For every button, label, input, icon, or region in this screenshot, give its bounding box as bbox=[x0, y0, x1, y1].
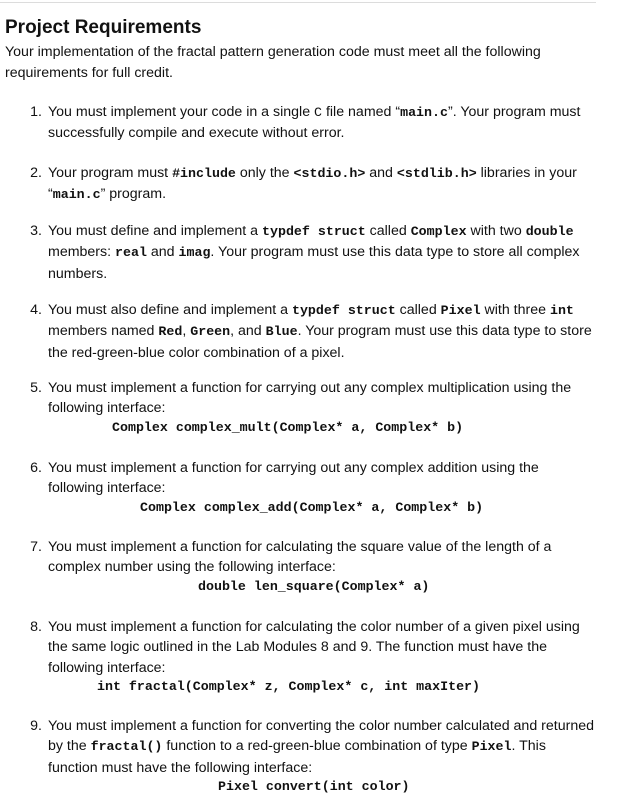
function-signature: int fractal(Complex* z, Complex* c, int maxIter) bbox=[97, 679, 481, 694]
requirement-text: You must also define and implement a typdef struct called Pixel with three int members named Red, Green, and Blue. Your program must use this data type to store the red-green-blue color combination of a pixel. bbox=[48, 302, 592, 361]
requirement-number: 4. bbox=[30, 302, 42, 318]
function-signature: Pixel convert(int color) bbox=[218, 779, 410, 794]
requirement-text: You must define and implement a typdef struct called Complex with two double members: real and imag. Your program must use this data type to store all complex numbers. bbox=[48, 223, 580, 282]
requirement-number: 2. bbox=[30, 165, 42, 181]
requirement-number: 3. bbox=[30, 223, 42, 239]
requirement-text: You must implement a function for carrying out any complex addition using the following interface: bbox=[48, 460, 539, 497]
requirement-text: You must implement your code in a single C file named “main.c”. Your program must successfully compile and execute without error. bbox=[48, 104, 581, 142]
function-signature: Complex complex_mult(Complex* a, Complex* b) bbox=[112, 420, 464, 435]
requirement-number: 5. bbox=[30, 380, 42, 396]
requirement-text: Your program must #include only the <stdio.h> and <stdlib.h> libraries in your “main.c” program. bbox=[48, 165, 577, 203]
requirement-number: 6. bbox=[30, 460, 42, 476]
requirement-number: 8. bbox=[30, 619, 42, 635]
function-signature: Complex complex_add(Complex* a, Complex* b) bbox=[140, 500, 484, 515]
requirement-text: You must implement a function for carrying out any complex multiplication using the following interface: bbox=[48, 380, 572, 417]
top-divider bbox=[0, 2, 596, 3]
requirement-text: You must implement a function for calculating the square value of the length of a complex number using the following interface: bbox=[48, 539, 552, 576]
function-signature: double len_square(Complex* a) bbox=[198, 579, 430, 594]
intro-paragraph: Your implementation of the fractal pattern generation code must meet all the following requirements for full credit. bbox=[5, 44, 541, 81]
requirement-text: You must implement a function for calculating the color number of a given pixel using the same logic outlined in the Lab Modules 8 and 9. The function must have the following interface: bbox=[48, 619, 580, 676]
requirement-number: 7. bbox=[30, 539, 42, 555]
page-title: Project Requirements bbox=[5, 17, 202, 38]
requirement-number: 1. bbox=[30, 104, 42, 120]
requirement-number: 9. bbox=[30, 718, 42, 734]
requirement-text: You must implement a function for converting the color number calculated and returned by the fractal() function to a red-green-blue combination of type Pixel. This function must have the following interface: bbox=[48, 718, 595, 776]
